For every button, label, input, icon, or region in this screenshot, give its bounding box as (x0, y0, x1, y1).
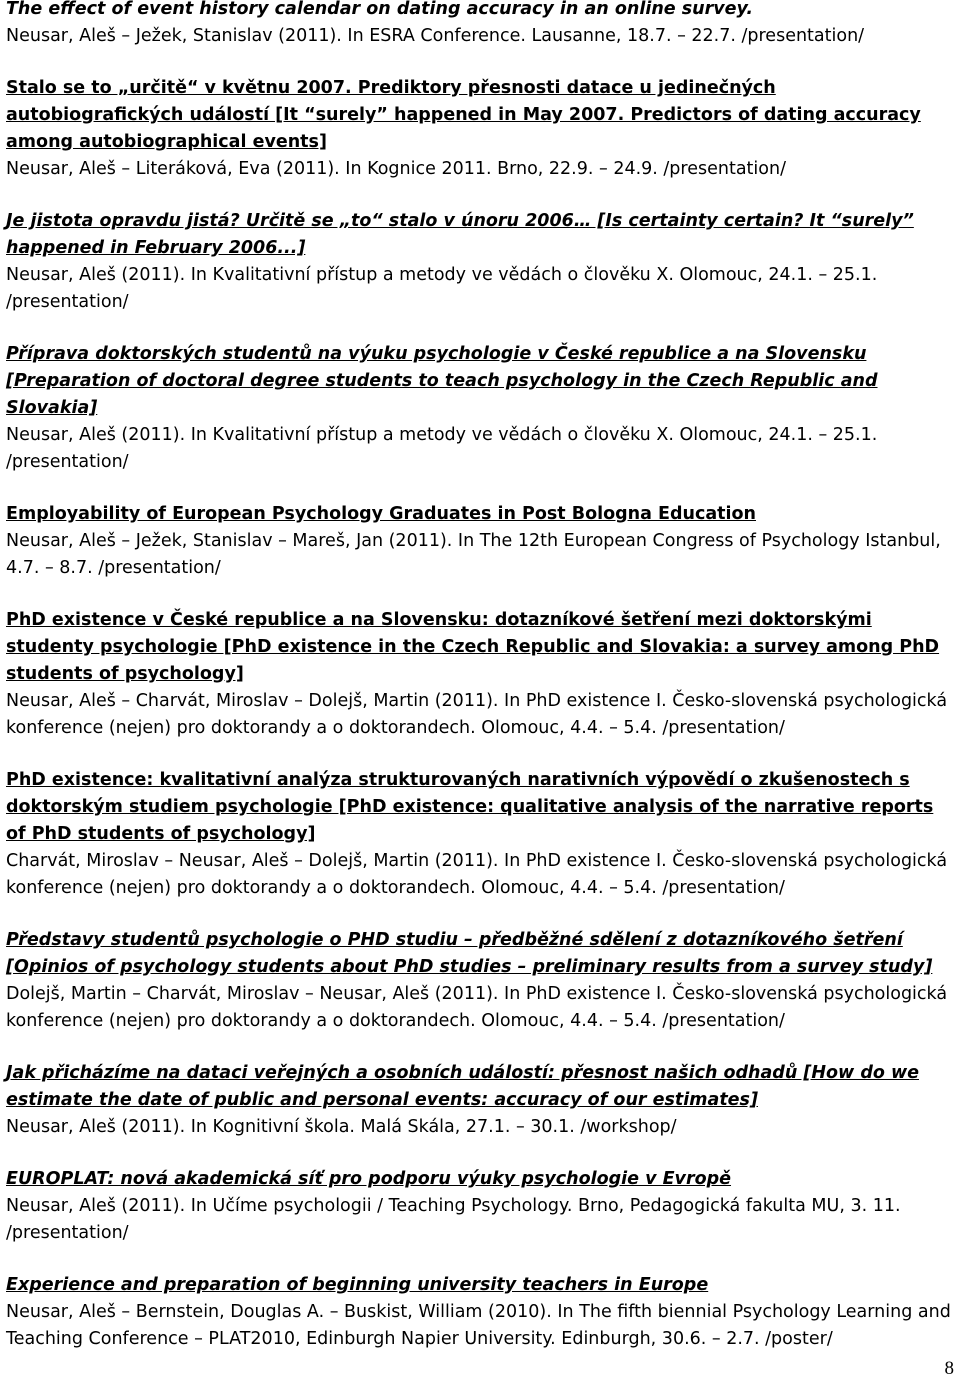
publication-title: EUROPLAT: nová akademická síť pro podporu výuky psychologie v Evropě (6, 1169, 732, 1189)
publication-entry (6, 75, 956, 183)
page-number: 8 (944, 1358, 954, 1379)
publication-citation: Neusar, Aleš (2011). In Kognitivní škola. Malá Skála, 27.1. – 30.1. /workshop/ (6, 1117, 677, 1137)
publication-entry (6, 341, 956, 476)
publication-list (6, 0, 956, 1378)
publication-title: PhD existence v České republice a na Slovensku: dotazníkové šetření mezi doktorskými studenty psychologie [PhD existence in the Czech Republic and Slovakia: a survey among PhD students of psychology] (6, 610, 940, 684)
publication-title: The effect of event history calendar on dating accuracy in an online survey. (6, 0, 753, 19)
publication-citation: Neusar, Aleš – Ježek, Stanislav – Mareš, Jan (2011). In The 12th European Congress of Psychology Istanbul, 4.7. – 8.7. /presentation/ (6, 531, 941, 578)
publication-title: Představy studentů psychologie o PHD studiu – předběžné sdělení z dotazníkového šetření [Opinios of psychology students about PhD studies – preliminary results from a survey study] (6, 930, 933, 977)
publication-entry (6, 1060, 956, 1141)
publication-title: Jak přicházíme na dataci veřejných a osobních událostí: přesnost našich odhadů [How do we estimate the date of public and personal events: accuracy of our estimates] (6, 1063, 919, 1110)
publication-title: Je jistota opravdu jistá? Určitě se „to“ stalo v únoru 2006… [Is certainty certain? It “surely” happened in February 2006...] (6, 211, 914, 258)
publication-title: Příprava doktorských studentů na výuku psychologie v České republice a na Slovensku [Preparation of doctoral degree students to teach psychology in the Czech Republic and Slovakia] (6, 344, 878, 418)
publication-citation: Neusar, Aleš – Bernstein, Douglas A. – Buskist, William (2010). In The fifth biennial Psychology Learning and Teaching Conference – PLAT2010, Edinburgh Napier University. Edinburgh, 30.6. – 2.7. /poster/ (6, 1302, 951, 1349)
publication-title: Employability of European Psychology Graduates in Post Bologna Education (6, 504, 756, 524)
publication-entry (6, 767, 956, 902)
publication-citation: Neusar, Aleš (2011). In Kvalitativní přístup a metody ve vědách o člověku X. Olomouc, 24.1. – 25.1. /presentation/ (6, 265, 878, 312)
publication-title: PhD existence: kvalitativní analýza strukturovaných narativních výpovědí o zkušenostech s doktorským studiem psychologie [PhD existence: qualitative analysis of the narrative reports of PhD students of psychology] (6, 770, 934, 844)
publication-citation: Neusar, Aleš – Literáková, Eva (2011). In Kognice 2011. Brno, 22.9. – 24.9. /presentation/ (6, 159, 786, 179)
publication-citation: Dolejš, Martin – Charvát, Miroslav – Neusar, Aleš (2011). In PhD existence I. Česko-slovenská psychologická konference (nejen) pro doktorandy a o doktorandech. Olomouc, 4.4. – 5.4. /presentation/ (6, 984, 948, 1031)
publication-citation: Neusar, Aleš (2011). In Kvalitativní přístup a metody ve vědách o člověku X. Olomouc, 24.1. – 25.1. /presentation/ (6, 425, 878, 472)
publication-entry (6, 208, 956, 316)
publication-entry (6, 927, 956, 1035)
publication-title: Stalo se to „určitě“ v květnu 2007. Prediktory přesnosti datace u jedinečných autobiografických událostí [It “surely” happened in May 2007. Predictors of dating accuracy among autobiographical events] (6, 78, 921, 152)
publication-entry (6, 1272, 956, 1353)
publication-citation: Neusar, Aleš – Ježek, Stanislav (2011). In ESRA Conference. Lausanne, 18.7. – 22.7. /presentation/ (6, 26, 865, 46)
publication-title: Experience and preparation of beginning university teachers in Europe (6, 1275, 709, 1295)
publication-entry (6, 1166, 956, 1247)
publication-citation: Neusar, Aleš – Charvát, Miroslav – Dolejš, Martin (2011). In PhD existence I. Česko-slovenská psychologická konference (nejen) pro doktorandy a o doktorandech. Olomouc, 4.4. – 5.4. /presentation/ (6, 691, 948, 738)
publication-entry (6, 0, 956, 50)
publication-entry (6, 501, 956, 582)
publication-citation: Neusar, Aleš (2011). In Učíme psychologii / Teaching Psychology. Brno, Pedagogická fakulta MU, 3. 11. /presentation/ (6, 1196, 901, 1243)
publication-citation: Charvát, Miroslav – Neusar, Aleš – Dolejš, Martin (2011). In PhD existence I. Česko-slovenská psychologická konference (nejen) pro doktorandy a o doktorandech. Olomouc, 4.4. – 5.4. /presentation/ (6, 851, 948, 898)
publication-entry (6, 607, 956, 742)
